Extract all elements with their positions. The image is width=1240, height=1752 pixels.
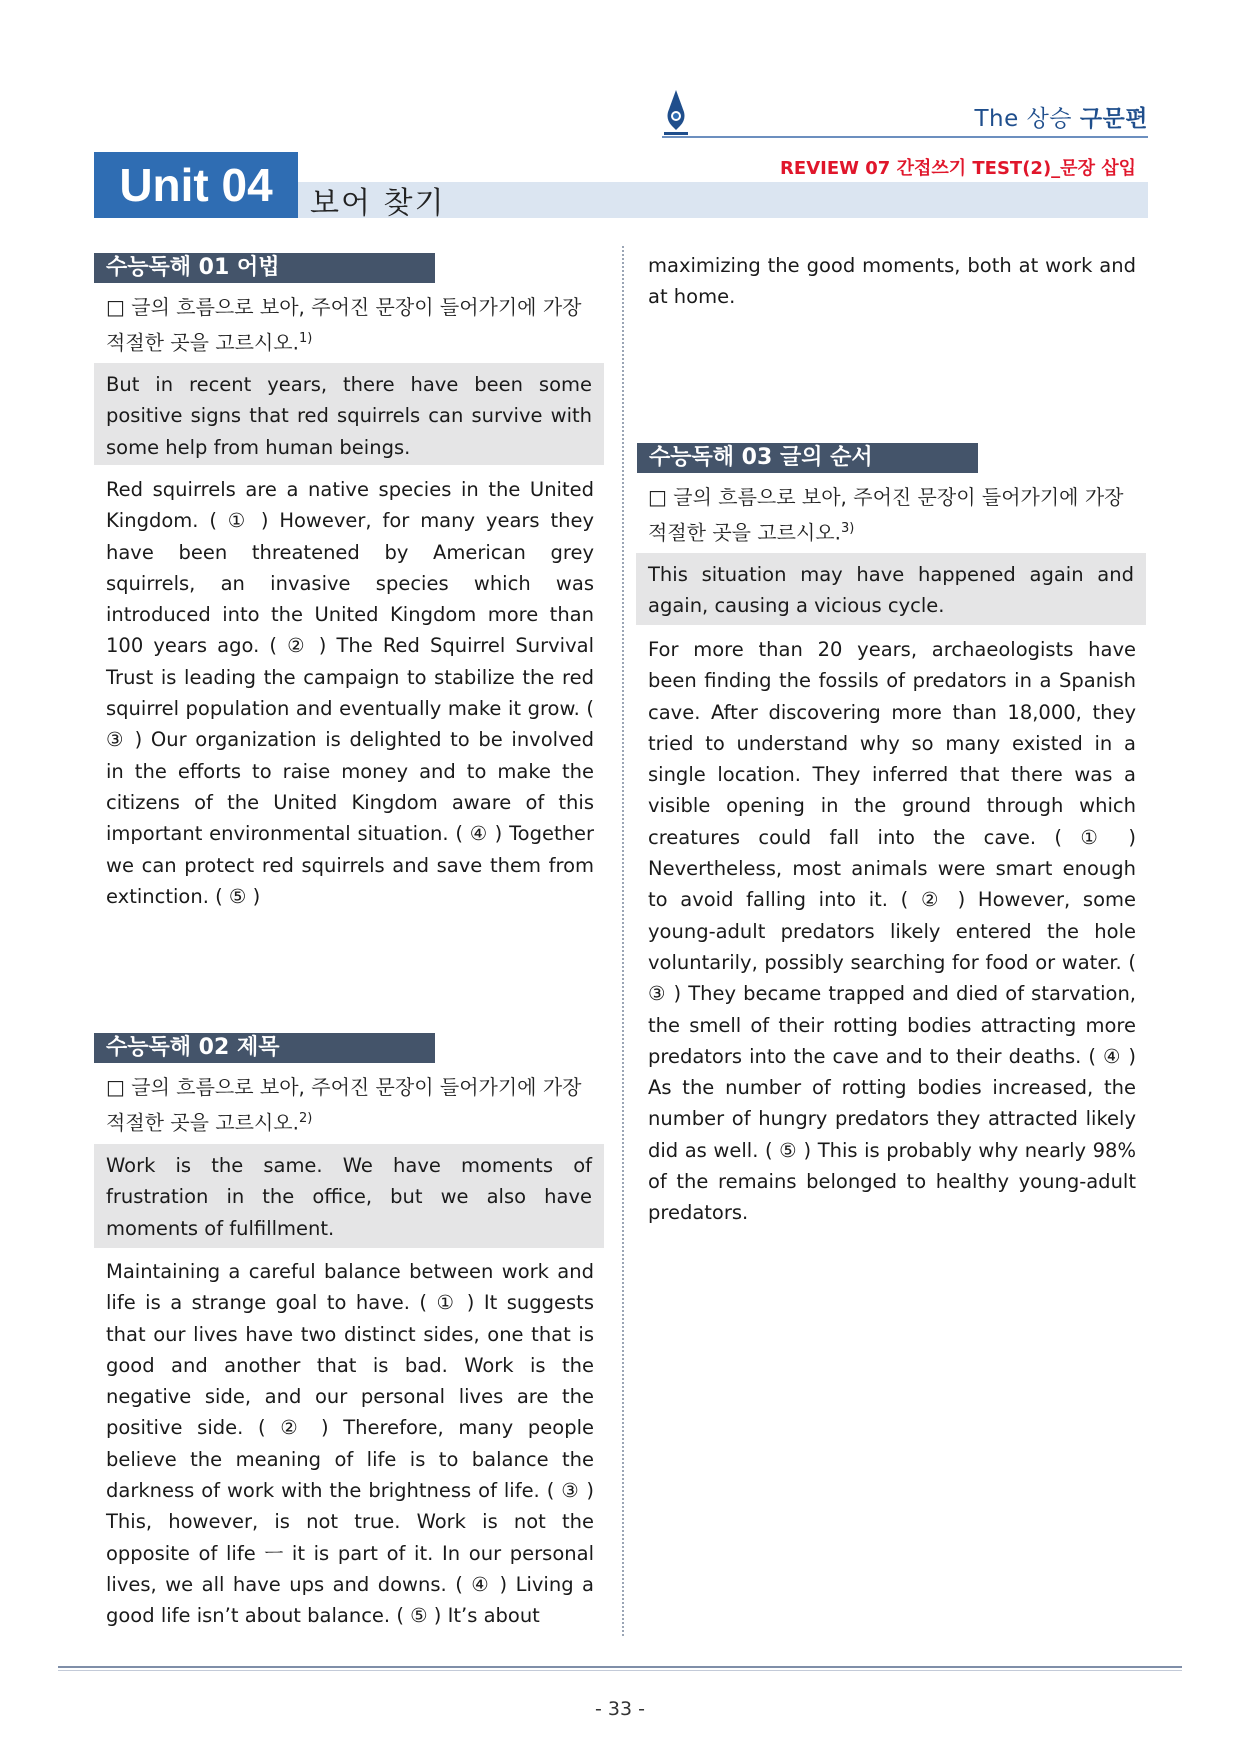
passage-text: For more than 20 years, archaeologists have been finding the fossils of predators in a Spanish cave. After discovering more than 18,000, they tried to understand why so many existed in a single location. They inferred that there was a visible opening in the ground through which creatures could fall into the cave. ( ① ) Nevertheless, most animals were smart enough to avoid falling into it. ( ② ) However, some young-adult predators likely entered the hole voluntarily, possibly searching for food or water. ( ③ ) They became trapped and died of starvation, the smell of their rotting bodies attracting more predators into the cave and to their deaths. ( ④ ) As the number of rotting bodies increased, the number of hungry predators they attracted likely did as well. ( ⑤ ) This is probably why nearly 98% of the remains belonged to healthy young-adult predators. xyxy=(648,638,1136,1225)
given-sentence: But in recent years, there have been some positive signs that red squirrels can survive with some help from human beings. xyxy=(106,373,592,459)
question-instruction: □ 글의 흐름으로 보아, 주어진 문장이 들어가기에 가장 적절한 곳을 고르시오.$^{2)}$ xyxy=(106,1075,582,1135)
passage-continuation: maximizing the good moments, both at work and at home. xyxy=(648,254,1136,309)
given-sentence: This situation may have happened again and again, causing a vicious cycle. xyxy=(648,563,1134,618)
unit-subtitle: 보어 찾기 xyxy=(310,186,446,221)
given-sentence-box xyxy=(94,1144,604,1248)
footer-rule-thin xyxy=(58,1670,1182,1671)
column-divider xyxy=(622,246,624,1636)
fountain-pen-logo-icon xyxy=(662,88,690,136)
question-instruction: □ 글의 흐름으로 보아, 주어진 문장이 들어가기에 가장 적절한 곳을 고르시오.$^{3)}$ xyxy=(648,485,1124,545)
footer-rule xyxy=(58,1666,1182,1668)
given-sentence: Work is the same. We have moments of frustration in the office, but we also have moments of fulfillment. xyxy=(106,1154,592,1240)
section-heading: 수능독해 02 제목 xyxy=(94,1033,435,1063)
brand-title: The 상승 구문편 xyxy=(974,106,1148,132)
given-sentence-box xyxy=(636,553,1146,625)
header-rule xyxy=(662,136,1148,138)
given-sentence-box xyxy=(94,363,604,465)
section-heading: 수능독해 01 어법 xyxy=(94,253,435,283)
passage-text: Red squirrels are a native species in the United Kingdom. ( ① ) However, for many years they have been threatened by American grey squirrels, an invasive species which was introduced into the United Kingdom more than 100 years ago. ( ② ) The Red Squirrel Survival Trust is leading the campaign to stabilize the red squirrel population and eventually make it grow. ( ③ ) Our organization is delighted to be involved in the efforts to raise money and to make the citizens of the United Kingdom aware of this important environmental situation. ( ④ ) Together we can protect red squirrels and save them from extinction. ( ⑤ ) xyxy=(106,478,594,908)
review-label: REVIEW 07 간접쓰기 TEST(2)_문장 삽입 xyxy=(780,158,1136,179)
unit-title: Unit 04 xyxy=(94,152,298,218)
passage-text: Maintaining a careful balance between work and life is a strange goal to have. ( ① ) It suggests that our lives have two distinct sides, one that is good and another that is bad. Work is the negative side, and our personal lives are the positive side. ( ② ) Therefore, many people believe the meaning of life is to balance the darkness of work with the brightness of life. ( ③ ) This, however, is not true. Work is not the opposite of life ㅡ it is part of it. In our personal lives, we all have ups and downs. ( ④ ) Living a good life isn’t about balance. ( ⑤ ) It’s about xyxy=(106,1260,594,1628)
page-number: - 33 - xyxy=(595,1698,645,1720)
question-instruction: □ 글의 흐름으로 보아, 주어진 문장이 들어가기에 가장 적절한 곳을 고르시오.$^{1)}$ xyxy=(106,295,582,355)
section-heading: 수능독해 03 글의 순서 xyxy=(637,443,978,473)
